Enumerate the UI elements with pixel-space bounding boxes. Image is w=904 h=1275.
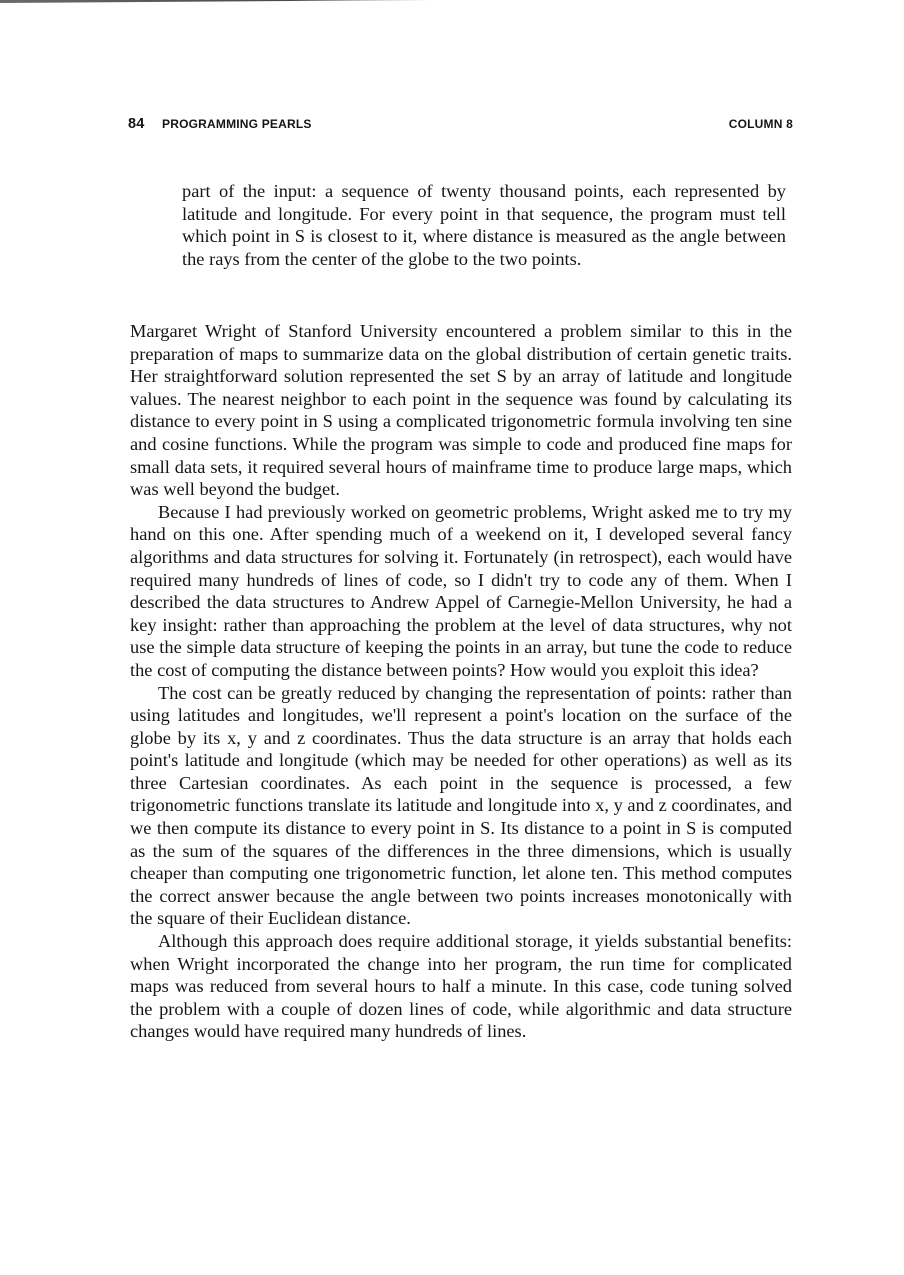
book-title: PROGRAMMING PEARLS [162, 117, 312, 131]
paragraph-1: Margaret Wright of Stanford University encountered a problem similar to this in the preparation of maps to summarize data on the global distribution of certain genetic traits. Her straightforward solution represented the set S by an array of latitude and longitude values. The nearest neighbor to each point in the sequence was found by calculating its distance to every point in S using a complicated trigonometric formula involving ten sine and cosine functions. While the program was simple to code and produced fine maps for small data sets, it required several hours of mainframe time to produce large maps, which was well beyond the budget. [130, 321, 792, 500]
problem-statement-text: part of the input: a sequence of twenty thousand points, each represented by latitude and longitude. For every point in that sequence, the program must tell which point in S is closest to it, where distance is measured as the angle between the rays from the center of the globe to the two points. [182, 181, 786, 269]
column-label: COLUMN 8 [728, 117, 793, 131]
paragraph-4: Although this approach does require additional storage, it yields substantial benefits: when Wright incorporated the change into her program, the run time for complicated maps was reduced from several hours to half a minute. In this case, code tuning solved the problem with a couple of dozen lines of code, while algorithmic and data structure changes would have required many hundreds of lines. [130, 931, 792, 1042]
paragraph-2: Because I had previously worked on geometric problems, Wright asked me to try my hand on this one. After spending much of a weekend on it, I developed several fancy algorithms and data structures for solving it. Fortunately (in retrospect), each would have required many hundreds of lines of code, so I didn't try to code any of them. When I described the data structures to Andrew Appel of Carnegie-Mellon University, he had a key insight: rather than approaching the problem at the level of data structures, why not use the simple data structure of keeping the points in an array, but tune the code to reduce the cost of computing the distance between points? How would you exploit this idea? [130, 501, 792, 680]
paragraph-3: The cost can be greatly reduced by changing the representation of points: rather than using latitudes and longitudes, we'll represent a point's location on the surface of the globe by its x, y and z coordinates. Thus the data structure is an array that holds each point's latitude and longitude (which may be needed for other operations) as well as its three Cartesian coordinates. As each point in the sequence is processed, a few trigonometric functions translate its latitude and longitude into x, y and z coordinates, and we then compute its distance to every point in S. Its distance to a point in S is computed as the sum of the squares of the differences in the three dimensions, which is usually cheaper than computing one trigonometric function, let alone ten. This method computes the correct answer because the angle between two points increases monotonically with the square of their Euclidean distance. [130, 682, 792, 929]
running-head [128, 116, 793, 136]
body-text [130, 320, 792, 1043]
page-number: 84 [128, 116, 145, 132]
scan-top-rule [0, 0, 480, 3]
problem-statement-block [182, 180, 786, 270]
